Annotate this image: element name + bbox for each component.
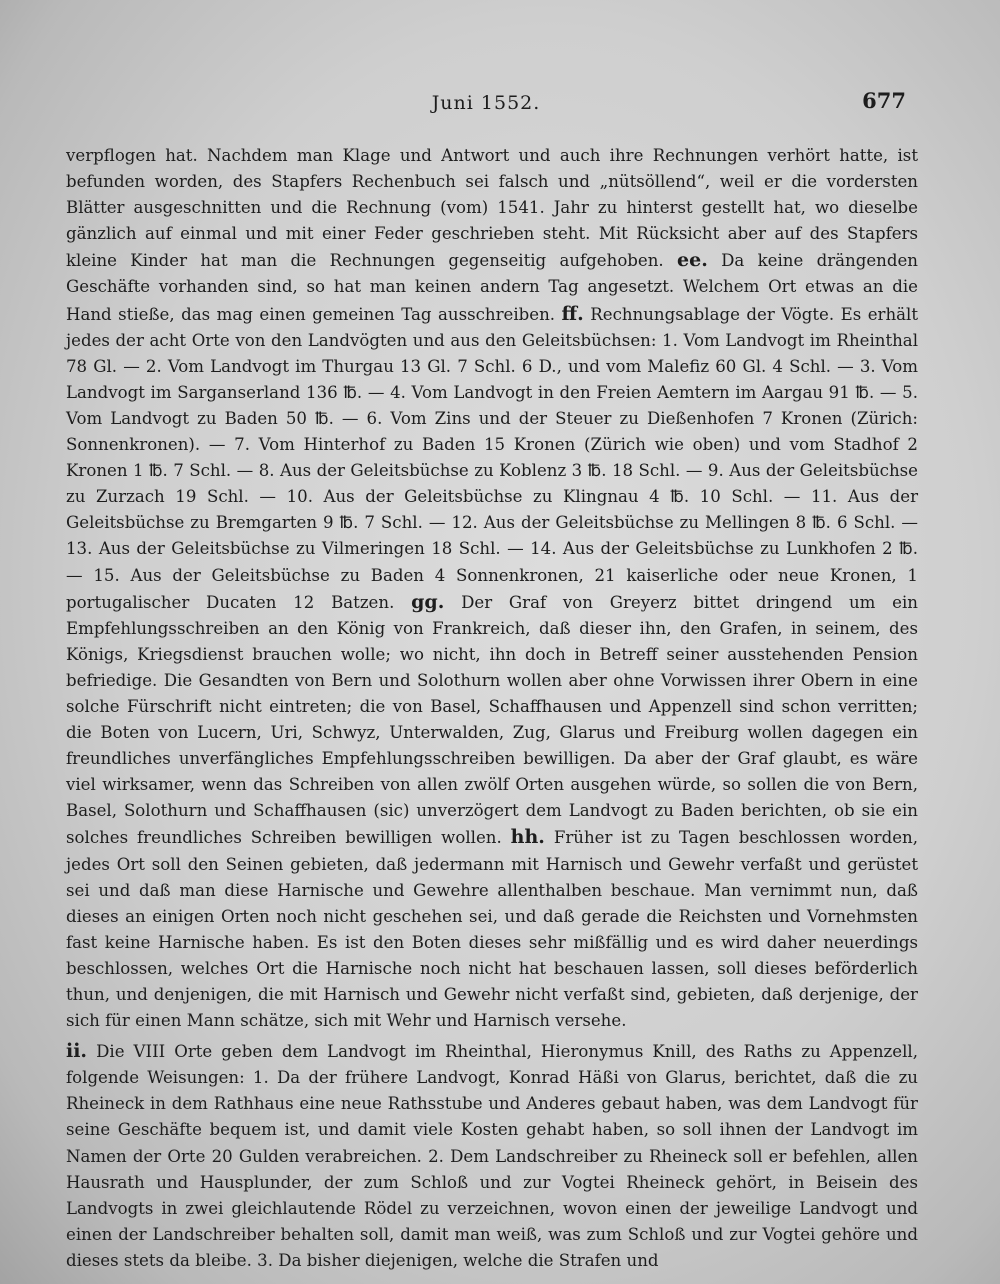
section-mark-ff: ff. <box>561 302 584 325</box>
text-segment: Rechnungsablage der Vögte. Es erhält jedes der acht Orte von den Landvögten und aus den Geleitsbüchsen: 1. Vom Landvogt im Rheinthal 78 Gl. — 2. Vom Landvogt im Thurgau 13 Gl. 7 Schl. 6 D., und vom Malefiz 60 Gl. 4 Schl. — 3. Vom Landvogt im Sarganserland 136 ℔. — 4. Vom Landvogt in den Freien Aemtern im Aargau 91 ℔. — 5. Vom Landvogt zu Baden 50 ℔. — 6. Vom Zins und der Steuer zu Dießenhofen 7 Kronen (Zürich: Sonnenkronen). — 7. Vom Hinterhof zu Baden 15 Kronen (Zürich wie oben) und vom Stadhof 2 Kronen 1 ℔. 7 Schl. — 8. Aus der Geleitsbüchse zu Koblenz 3 ℔. 18 Schl. — 9. Aus der Geleitsbüchse zu Zurzach 19 Schl. — 10. Aus der Geleitsbüchse zu Klingnau 4 ℔. 10 Schl. — 11. Aus der Geleitsbüchse zu Bremgarten 9 ℔. 7 Schl. — 12. Aus der Geleitsbüchse zu Mellingen 8 ℔. 6 Schl. — 13. Aus der Geleitsbüchse zu Vilmeringen 18 Schl. — 14. Aus der Geleitsbüchse zu Lunkhofen 2 ℔. — 15. Aus der Geleitsbüchse zu Baden 4 Sonnenkronen, 21 kaiserliche oder neue Kronen, 1 portugalischer Ducaten 12 Batzen. <box>66 304 919 612</box>
text-segment: Die VIII Orte geben dem Landvogt im Rheinthal, Hieronymus Knill, des Raths zu Appenzell, folgende Weisungen: 1. Da der frühere Landvogt, Konrad Häßi von Glarus, berichtet, daß die zu Rheineck in dem Rathhaus eine neue Rathsstube und Anderes gebaut haben, was dem Landvogt für seine Geschäfte bequem ist, und damit viele Kosten gehabt haben, so soll ihnen der Landvogt im Namen der Orte 20 Gulden verabreichen. 2. Dem Landschreiber zu Rheineck soll er befehlen, allen Hausrath und Hausplunder, der zum Schloß und zur Vogtei Rheineck gehört, in Beisein des Landvogts in zwei gleichlautende Rödel zu verzeichnen, wovon einen der jeweilige Landvogt und einen der Landschreiber behalten soll, damit man weiß, was zum Schloß und zur Vogtei gehöre und dieses stets da bleibe. 3. Da bisher diejenigen, welche die Strafen und <box>66 1042 918 1270</box>
text-segment: verpflogen hat. Nachdem man Klage und Antwort und auch ihre Rechnungen verhört hatte, ist befunden worden, des Stapfers Rechenbuch sei falsch und „nütsöllend“, weil er die vordersten Blätter ausgeschnitten und die Rechnung (vom) 1541. Jahr zu hinterst gestellt hat, wo dieselbe gänzlich auf einmal und mit einer Feder geschrieben steht. Mit Rücksicht aber auf des Stapfers kleine Kinder hat man die Rechnungen gegenseitig aufgehoben. <box>66 146 918 271</box>
page-header <box>66 88 906 118</box>
section-mark-gg: gg. <box>411 590 445 613</box>
page-number: 677 <box>862 88 906 113</box>
section-mark-hh: hh. <box>510 826 545 849</box>
document-body <box>66 143 918 1274</box>
paragraph <box>66 143 918 1034</box>
running-title: Juni 1552. <box>431 92 541 114</box>
text-segment: Früher ist zu Tagen beschlossen worden, jedes Ort soll den Seinen gebieten, daß jedermann mit Harnisch und Gewehr verfaßt und gerüstet sei und daß man diese Harnische und Gewehre allenthalben beschaue. Man vernimmt nun, daß dieses an einigen Orten noch nicht geschehen sei, und daß gerade die Reichsten und Vornehmsten fast keine Harnische haben. Es ist den Boten dieses sehr mißfällig und es wird daher neuerdings beschlossen, welches Ort die Harnische noch nicht hat beschauen lassen, soll dieses beförderlich thun, und denjenigen, die mit Harnisch und Gewehr nicht verfaßt sind, gebieten, daß derjenige, der sich für einen Mann schätze, sich mit Wehr und Harnisch versehe. <box>66 828 918 1031</box>
section-mark-ee: ee. <box>677 249 708 272</box>
text-segment: Da keine drängenden Geschäfte vorhanden sind, so hat man keinen andern Tag angesetzt. Welchem Ort etwas an die Hand stieße, das mag einen gemeinen Tag ausschreiben. <box>66 251 918 324</box>
section-mark-ii: ii. <box>66 1040 88 1063</box>
text-segment: Der Graf von Greyerz bittet dringend um ein Empfehlungsschreiben an den König von Frankreich, daß dieser ihn, den Grafen, in seinem, des Königs, Kriegsdienst brauchen wolle; wo nicht, ihn doch in Betreff seiner ausstehenden Pension befriedige. Die Gesandten von Bern und Solothurn wollen aber ohne Vorwissen ihrer Obern in eine solche Fürschrift nicht eintreten; die von Basel, Schaffhausen und Appenzell sind schon verritten; die Boten von Lucern, Uri, Schwyz, Unterwalden, Zug, Glarus und Freiburg wollen dagegen ein freundliches unverfängliches Empfehlungsschreiben bewilligen. Da aber der Graf glaubt, es wäre viel wirksamer, wenn das Schreiben von allen zwölf Orten ausgehen würde, so sollen die von Bern, Basel, Solothurn und Schaffhausen (sic) unverzögert dem Landvogt zu Baden berichten, ob sie ein solches freundliches Schreiben bewilligen wollen. <box>66 592 918 848</box>
paragraph <box>66 1038 918 1274</box>
